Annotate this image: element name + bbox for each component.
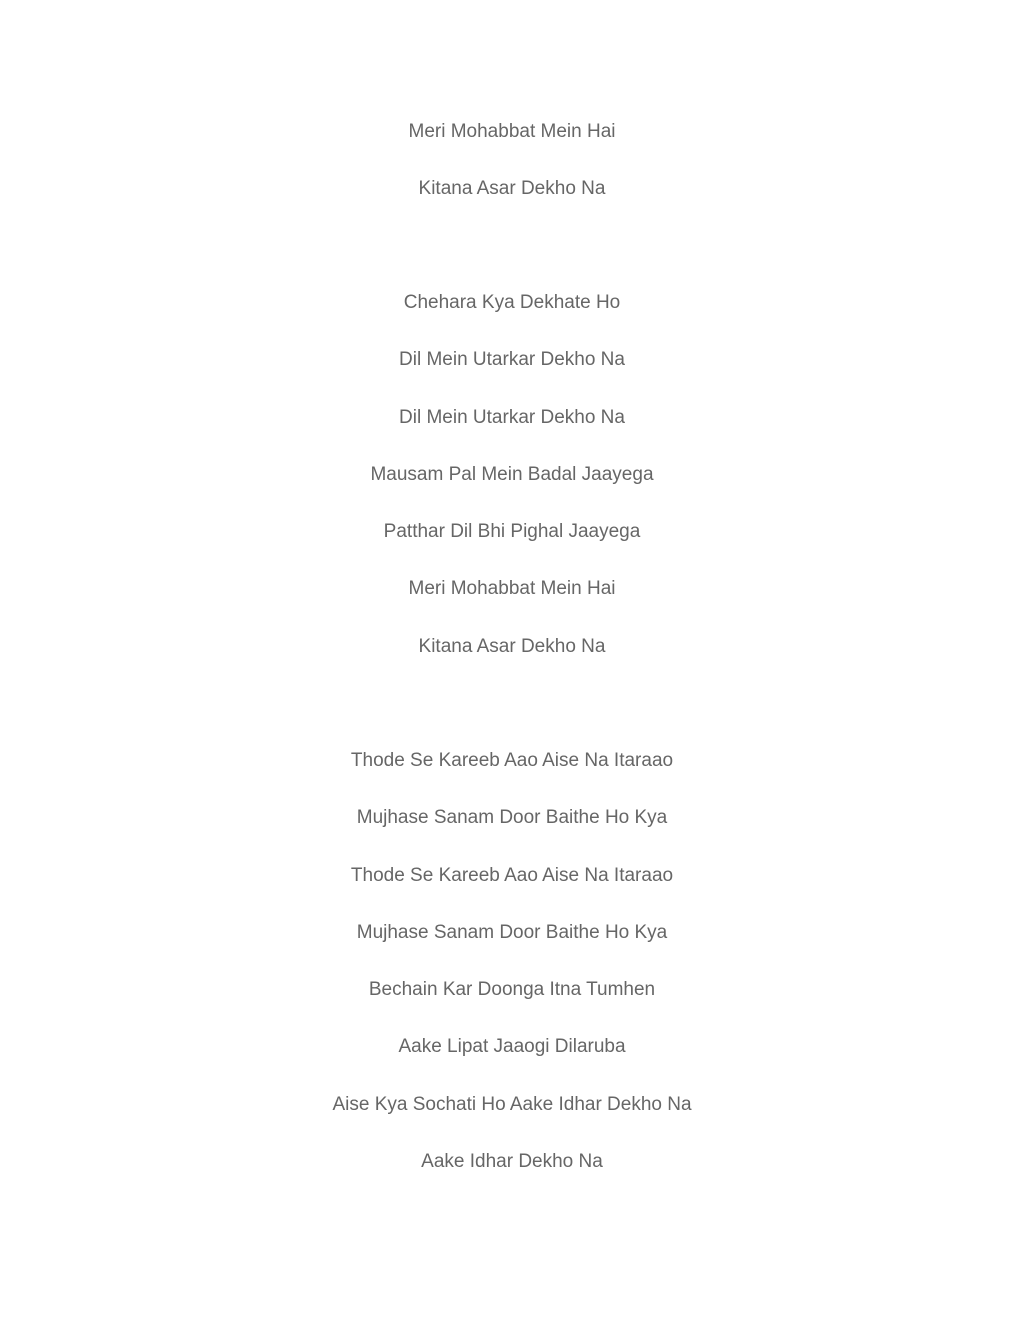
lyric-line: Chehara Kya Dekhate Ho xyxy=(403,292,621,313)
lyric-line: Meri Mohabbat Mein Hai xyxy=(408,578,616,599)
lyric-line: Mausam Pal Mein Badal Jaayega xyxy=(370,464,654,485)
lyric-line: Kitana Asar Dekho Na xyxy=(418,178,606,199)
lyric-line: Aake Lipat Jaaogi Dilaruba xyxy=(398,1036,626,1057)
lyric-line: Dil Mein Utarkar Dekho Na xyxy=(399,349,625,370)
lyric-line: Thode Se Kareeb Aao Aise Na Itaraao xyxy=(350,750,674,771)
lyric-line: Aake Idhar Dekho Na xyxy=(421,1151,603,1172)
lyric-line: Thode Se Kareeb Aao Aise Na Itaraao xyxy=(350,865,674,886)
lyric-line: Mujhase Sanam Door Baithe Ho Kya xyxy=(356,807,668,828)
lyric-line: Meri Mohabbat Mein Hai xyxy=(408,121,616,142)
lyric-line: Mujhase Sanam Door Baithe Ho Kya xyxy=(356,922,668,943)
lyric-line: Aise Kya Sochati Ho Aake Idhar Dekho Na xyxy=(332,1094,692,1115)
lyric-line: Kitana Asar Dekho Na xyxy=(418,636,606,657)
lyric-line: Patthar Dil Bhi Pighal Jaayega xyxy=(383,521,641,542)
lyric-line: Dil Mein Utarkar Dekho Na xyxy=(399,407,625,428)
lyric-line: Bechain Kar Doonga Itna Tumhen xyxy=(368,979,656,1000)
